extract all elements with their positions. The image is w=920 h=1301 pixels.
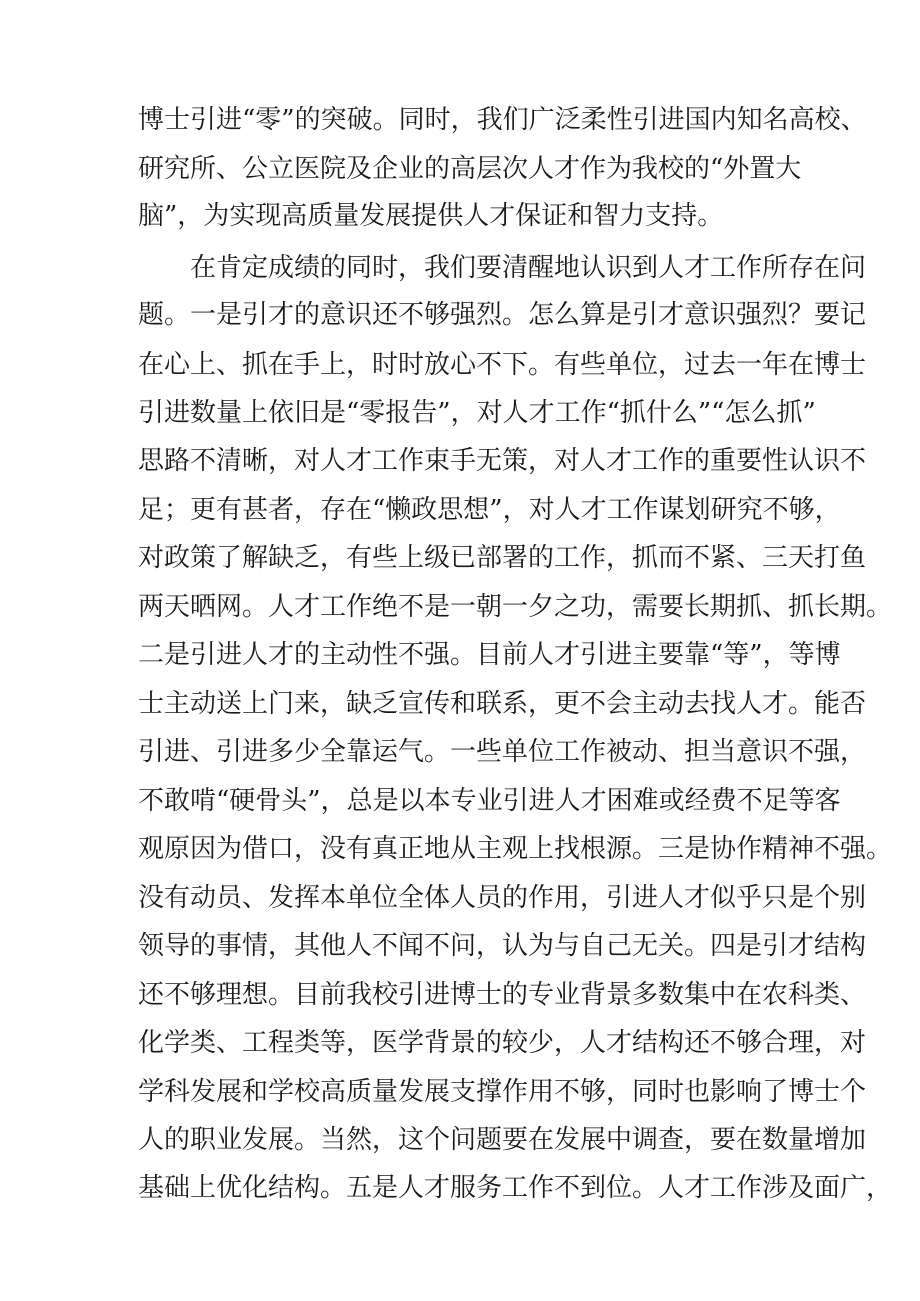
text-line: 领导的事情，其他人不闻不问，认为与自己无关。四是引才结构	[138, 931, 867, 961]
paragraph-first-line: 在肯定成绩的同时，我们要清醒地认识到人才工作所存在问	[190, 253, 867, 283]
text-line: 题。一是引才的意识还不够强烈。怎么算是引才意识强烈？要记	[138, 300, 867, 330]
text-line: 基础上优化结构。五是人才服务工作不到位。人才工作涉及面广，	[138, 1173, 893, 1203]
text-line: 观原因为借口，没有真正地从主观上找根源。三是协作精神不强。	[138, 834, 893, 864]
text-line: 引进数量上依旧是“零报告”，对人才工作“抓什么”“怎么抓”	[138, 398, 816, 428]
text-line: 没有动员、发挥本单位全体人员的作用，引进人才似乎只是个别	[138, 883, 867, 913]
text-line: 不敢啃“硬骨头”，总是以本专业引进人才困难或经费不足等客	[138, 786, 841, 816]
text-line: 在心上、抓在手上，时时放心不下。有些单位，过去一年在博士	[138, 350, 867, 380]
text-line: 还不够理想。目前我校引进博士的专业背景多数集中在农科类、	[138, 980, 867, 1010]
text-line: 化学类、工程类等，医学背景的较少，人才结构还不够合理，对	[138, 1028, 867, 1058]
text-line: 思路不清晰，对人才工作束手无策，对人才工作的重要性认识不	[138, 446, 867, 476]
text-line: 脑”，为实现高质量发展提供人才保证和智力支持。	[138, 201, 724, 231]
text-line: 学科发展和学校高质量发展支撑作用不够，同时也影响了博士个	[138, 1077, 867, 1107]
text-line: 对政策了解缺乏，有些上级已部署的工作，抓而不紧、三天打鱼	[138, 543, 867, 573]
text-line: 研究所、公立医院及企业的高层次人才作为我校的“外置大	[138, 154, 802, 184]
text-line: 引进、引进多少全靠运气。一些单位工作被动、担当意识不强，	[138, 737, 867, 767]
text-line: 博士引进“零”的突破。同时，我们广泛柔性引进国内知名高校、	[138, 105, 867, 135]
text-line: 足；更有甚者，存在“懒政思想”，对人才工作谋划研究不够，	[138, 495, 841, 525]
text-line: 两天晒网。人才工作绝不是一朝一夕之功，需要长期抓、抓长期。	[138, 592, 893, 622]
text-line: 二是引进人才的主动性不强。目前人才引进主要靠“等”，等博	[138, 640, 841, 670]
text-line: 人的职业发展。当然，这个问题要在发展中调查，要在数量增加	[138, 1125, 867, 1155]
text-line: 士主动送上门来，缺乏宣传和联系，更不会主动去找人才。能否	[138, 689, 867, 719]
